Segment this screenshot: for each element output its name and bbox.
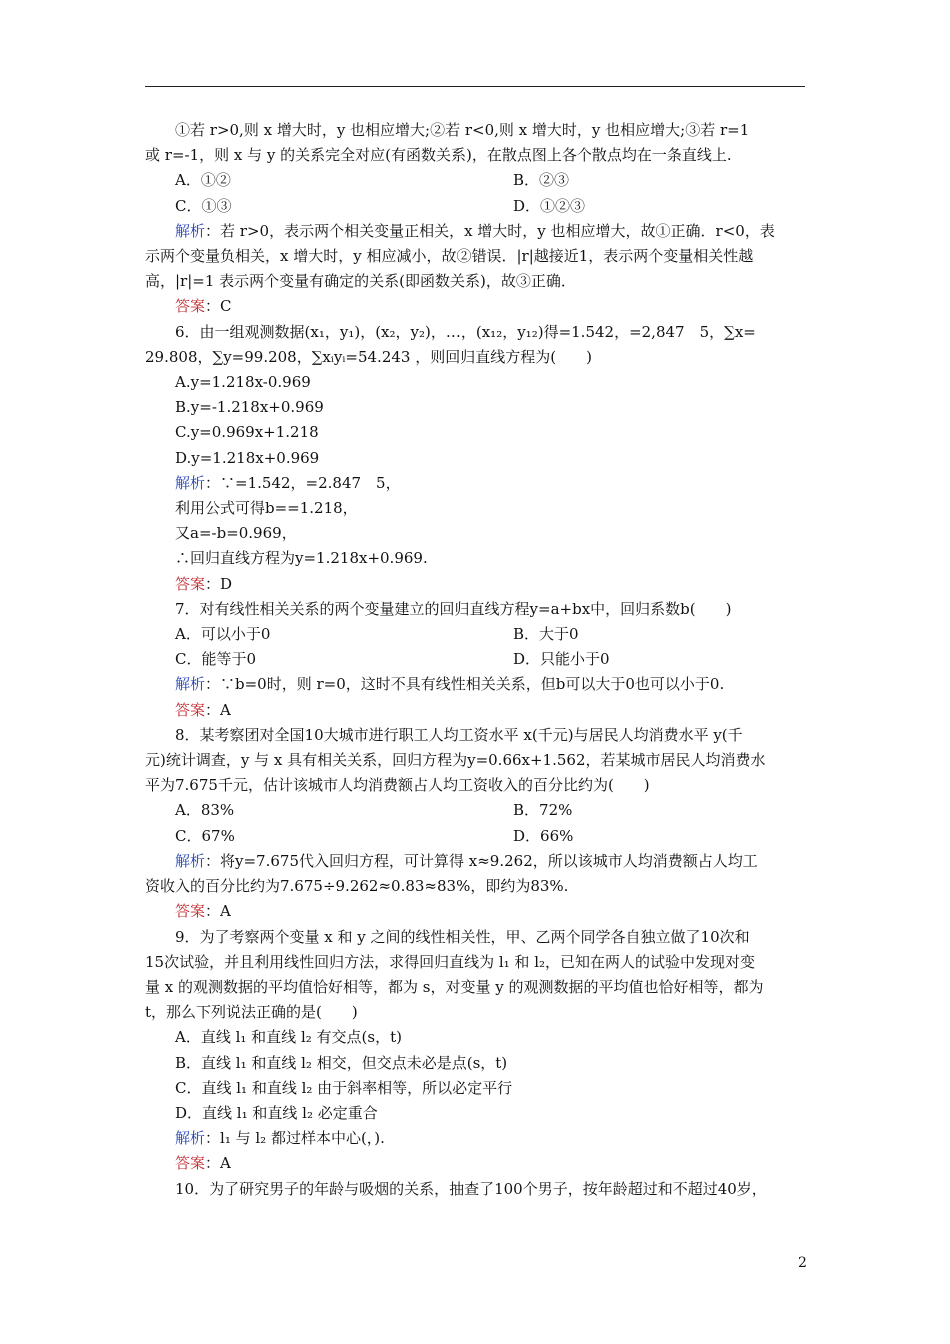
q8-option-c: C．67%	[175, 826, 235, 845]
q6-stem-line: 29.808，∑y=99.208，∑xᵢyᵢ=54.243 ，则回归直线方程为( )	[145, 347, 592, 366]
q5-options-row	[145, 168, 811, 193]
answer-label: 答案	[175, 902, 206, 921]
question-8	[145, 723, 811, 925]
q8-answer-value: ：A	[205, 902, 231, 921]
q8-stem-line: 元)统计调查，y 与 x 具有相关关系，回归方程为y=0.66x+1.562，若某城市居民人均消费水	[145, 751, 766, 770]
q8-option-d: D．66%	[513, 826, 574, 845]
q9-stem-line: 9．为了考察两个变量 x 和 y 之间的线性相关性，甲、乙两个同学各自独立做了10次和	[175, 927, 750, 946]
q6-option-d: D.y=1.218x+0.969	[175, 448, 320, 467]
q6-answer-value: ：D	[205, 574, 233, 593]
question-7	[145, 597, 811, 723]
q5-explanation-line: 示两个变量负相关，x 增大时，y 相应减小，故②错误．|r|越接近1，表示两个变量相关性越	[145, 247, 754, 266]
q7-option-d: D．只能小于0	[513, 650, 610, 669]
q9-explanation-line	[145, 1126, 811, 1151]
q6-explanation-line	[145, 471, 811, 496]
page-number: 2	[798, 1255, 807, 1271]
q9-option-c: C．直线 l₁ 和直线 l₂ 由于斜率相等，所以必定平行	[175, 1078, 513, 1097]
q7-option-c: C．能等于0	[175, 650, 257, 669]
answer-label: 答案	[175, 297, 206, 316]
header-rule	[145, 86, 805, 87]
q6-option-c: C.y=0.969x+1.218	[175, 423, 319, 442]
answer-label: 答案	[175, 574, 206, 593]
question-10	[145, 1177, 811, 1202]
page-content	[145, 118, 811, 1202]
q8-options-row	[145, 798, 811, 823]
answer-label: 答案	[175, 700, 206, 719]
q7-stem-line: 7．对有线性相关关系的两个变量建立的回归直线方程y=a+bx中，回归系数b( )	[175, 599, 732, 618]
q9-stem-line: t，那么下列说法正确的是( )	[145, 1003, 358, 1022]
explanation-label: 解析	[175, 1129, 206, 1148]
explanation-label: 解析	[175, 473, 206, 492]
question-9	[145, 925, 811, 1177]
q8-explanation-line	[145, 849, 811, 874]
q5-explanation-text: ：若 r>0，表示两个相关变量正相关，x 增大时，y 也相应增大，故①正确．r<0，表	[205, 221, 775, 240]
q5-option-b: B．②③	[513, 171, 570, 190]
q7-options-row	[145, 647, 811, 672]
q6-explanation-text: ：∵=1.542，=2.847 5，	[205, 473, 401, 492]
q6-stem-line: 6．由一组观测数据(x₁，y₁)，(x₂，y₂)，…，(x₁₂，y₁₂)得=1.542，=2,847 5，∑x=	[175, 322, 756, 341]
question-6	[145, 320, 811, 597]
q5-options-row	[145, 194, 811, 219]
q5-option-a: A．①②	[175, 171, 231, 190]
explanation-label: 解析	[175, 851, 206, 870]
q10-stem-line: 10．为了研究男子的年龄与吸烟的关系，抽查了100个男子，按年龄超过和不超过40岁，	[175, 1179, 767, 1198]
q7-explanation-text: ：∵b=0时，则 r=0，这时不具有线性相关关系，但b可以大于0也可以小于0.	[205, 675, 725, 694]
q9-option-a: A．直线 l₁ 和直线 l₂ 有交点(s，t)	[175, 1028, 402, 1047]
q7-explanation-line	[145, 672, 811, 697]
q9-answer-value: ：A	[205, 1154, 231, 1173]
q9-explanation-text: ：l₁ 与 l₂ 都过样本中心(，).	[205, 1129, 385, 1148]
q7-answer	[145, 698, 811, 723]
q8-explanation-text: ：将y=7.675代入回归方程，可计算得 x≈9.262，所以该城市人均消费额占人均工	[205, 851, 758, 870]
q5-explanation-line	[145, 219, 811, 244]
q9-option-b: B．直线 l₁ 和直线 l₂ 相交，但交点未必是点(s，t)	[175, 1053, 508, 1072]
q6-explanation-line: ∴回归直线方程为y=1.218x+0.969.	[175, 549, 428, 568]
q8-stem-line: 平为7.675千元，估计该城市人均消费额占人均工资收入的百分比约为( )	[145, 776, 650, 795]
q6-option-b: B.y=-1.218x+0.969	[175, 398, 324, 417]
q7-answer-value: ：A	[205, 700, 231, 719]
q5-explanation-line: 高，|r|=1 表示两个变量有确定的关系(即函数关系)，故③正确．	[145, 272, 576, 291]
explanation-label: 解析	[175, 675, 206, 694]
q8-option-b: B．72%	[513, 801, 573, 820]
q5-answer	[145, 294, 811, 319]
q9-answer	[145, 1151, 811, 1176]
q8-stem-line: 8．某考察团对全国10大城市进行职工人均工资水平 x(千元)与居民人均消费水平 y(千	[175, 725, 743, 744]
q6-answer	[145, 572, 811, 597]
q5-option-c: C．①③	[175, 196, 232, 215]
q7-option-a: A．可以小于0	[175, 625, 271, 644]
q7-options-row	[145, 622, 811, 647]
q5-answer-value: ：C	[205, 297, 232, 316]
q8-explanation-line: 资收入的百分比约为7.675÷9.262≈0.83≈83%，即约为83%.	[145, 877, 569, 896]
q8-options-row	[145, 824, 811, 849]
q5-stem-line: ①若 r>0,则 x 增大时，y 也相应增大;②若 r<0,则 x 增大时，y 也相应增大;③若 r=1	[175, 121, 750, 139]
q7-option-b: B．大于0	[513, 625, 579, 644]
q6-explanation-line: 又a=-b=0.969，	[175, 524, 297, 543]
q6-explanation-line: 利用公式可得b==1.218，	[175, 499, 358, 518]
explanation-label: 解析	[175, 221, 206, 240]
q8-option-a: A．83%	[175, 801, 235, 820]
q6-option-a: A.y=1.218x-0.969	[175, 373, 311, 392]
q9-stem-line: 15次试验，并且利用线性回归方法，求得回归直线为 l₁ 和 l₂，已知在两人的试验中发现对变	[145, 952, 756, 971]
q9-stem-line: 量 x 的观测数据的平均值恰好相等，都为 s，对变量 y 的观测数据的平均值也恰好相等，都为	[145, 977, 764, 996]
question-5	[145, 118, 811, 320]
answer-label: 答案	[175, 1154, 206, 1173]
q5-option-d: D．①②③	[513, 196, 586, 215]
q5-stem-line: 或 r=-1，则 x 与 y 的关系完全对应(有函数关系)，在散点图上各个散点均在一条直线上.	[145, 146, 732, 165]
q8-answer	[145, 899, 811, 924]
q9-option-d: D．直线 l₁ 和直线 l₂ 必定重合	[175, 1103, 378, 1122]
